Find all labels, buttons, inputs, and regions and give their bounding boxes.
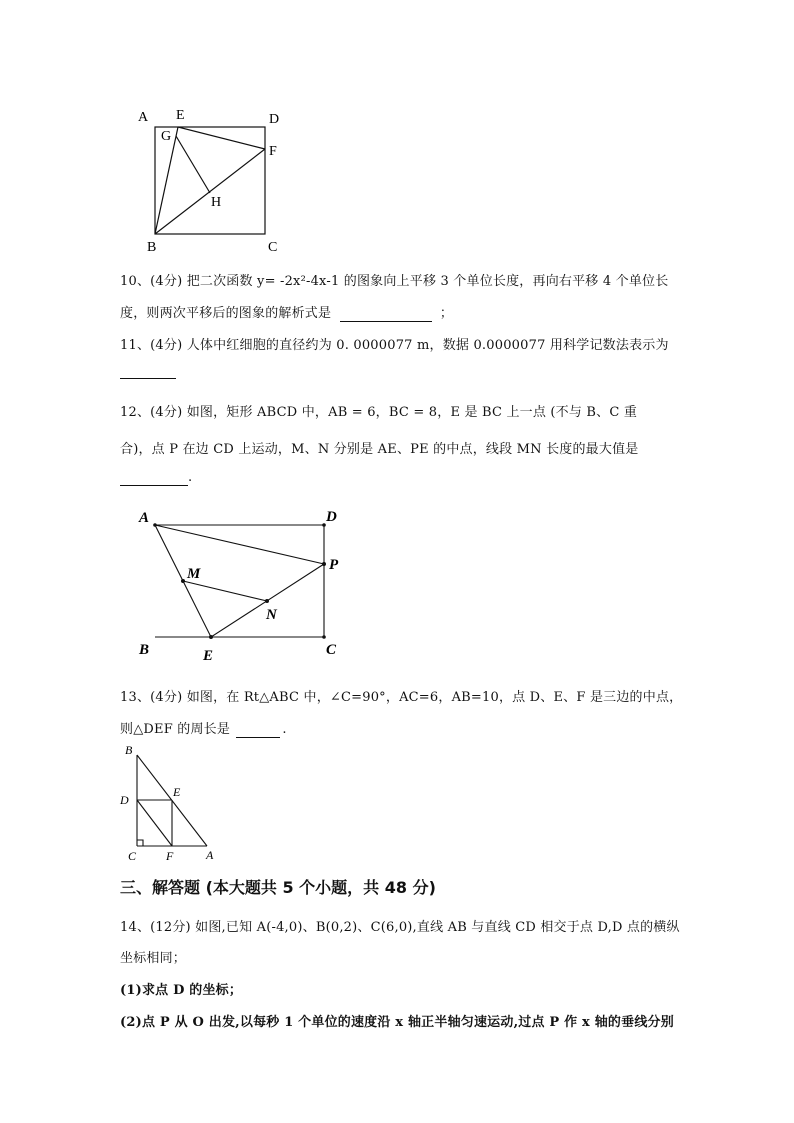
- q12-line2: 合)，点 P 在边 CD 上运动，M、N 分别是 AE、PE 的中点，线段 MN 长度的最大值是: [120, 442, 639, 457]
- segment-df: [137, 800, 172, 846]
- label-A: A: [206, 848, 214, 862]
- label-D: D: [269, 112, 280, 127]
- label-N: N: [266, 607, 277, 623]
- q12-line1: 12、(4分) 如图，矩形 ABCD 中，AB = 6，BC = 8，E 是 BC 上一点 (不与 B、C 重: [120, 405, 638, 420]
- q13-line2-text: 则△DEF 的周长是: [120, 722, 231, 737]
- label-C: C: [128, 849, 137, 863]
- q14-line2: 坐标相同；: [120, 951, 187, 966]
- label-B: B: [147, 240, 157, 255]
- label-E: E: [203, 648, 214, 664]
- label-C: C: [268, 240, 278, 255]
- label-A: A: [138, 110, 149, 125]
- label-F: F: [269, 144, 277, 159]
- q14-line1: 14、(12分) 如图,已知 A(-4,0)、B(0,2)、C(6,0),直线 AB 与直线 CD 相交于点 D,D 点的横纵: [120, 920, 680, 935]
- q14-part1: (1)求点 D 的坐标；: [120, 983, 243, 998]
- q12-line3-end: .: [188, 470, 193, 485]
- q10-line2-text: 度，则两次平移后的图象的解析式是: [120, 306, 332, 321]
- q11-line1: 11、(4分) 人体中红细胞的直径约为 0. 0000077 m，数据 0.0000077 用科学记数法表示为: [120, 338, 669, 353]
- q13-line2-end: .: [282, 722, 287, 737]
- label-G: G: [161, 129, 172, 144]
- right-angle-mark: [137, 840, 143, 846]
- q13-line1: 13、(4分) 如图，在 Rt△ABC 中，∠C=90°，AC=6，AB=10，点 D、E、F 是三边的中点，: [120, 690, 683, 705]
- label-F: F: [166, 849, 174, 863]
- label-D: D: [120, 793, 129, 807]
- label-H: H: [211, 195, 222, 210]
- label-P: P: [329, 557, 339, 573]
- label-A: A: [139, 510, 150, 526]
- label-M: M: [187, 566, 201, 582]
- label-E: E: [173, 785, 181, 799]
- q14-part2: (2)点 P 从 O 出发,以每秒 1 个单位的速度沿 x 轴正半轴匀速运动,过点 P 作 x 轴的垂线分别: [120, 1015, 674, 1030]
- q10-line2-end: ；: [439, 306, 454, 321]
- label-B: B: [139, 642, 150, 658]
- label-B: B: [125, 743, 133, 757]
- label-C: C: [326, 642, 337, 658]
- label-E: E: [176, 108, 185, 123]
- section-heading: 三、解答题 (本大题共 5 个小题，共 48 分): [120, 878, 436, 897]
- label-D: D: [326, 509, 337, 525]
- q10-line1: 10、(4分) 把二次函数 y= -2x²-4x-1 的图象向上平移 3 个单位长度，再向右平移 4 个单位长: [120, 274, 669, 289]
